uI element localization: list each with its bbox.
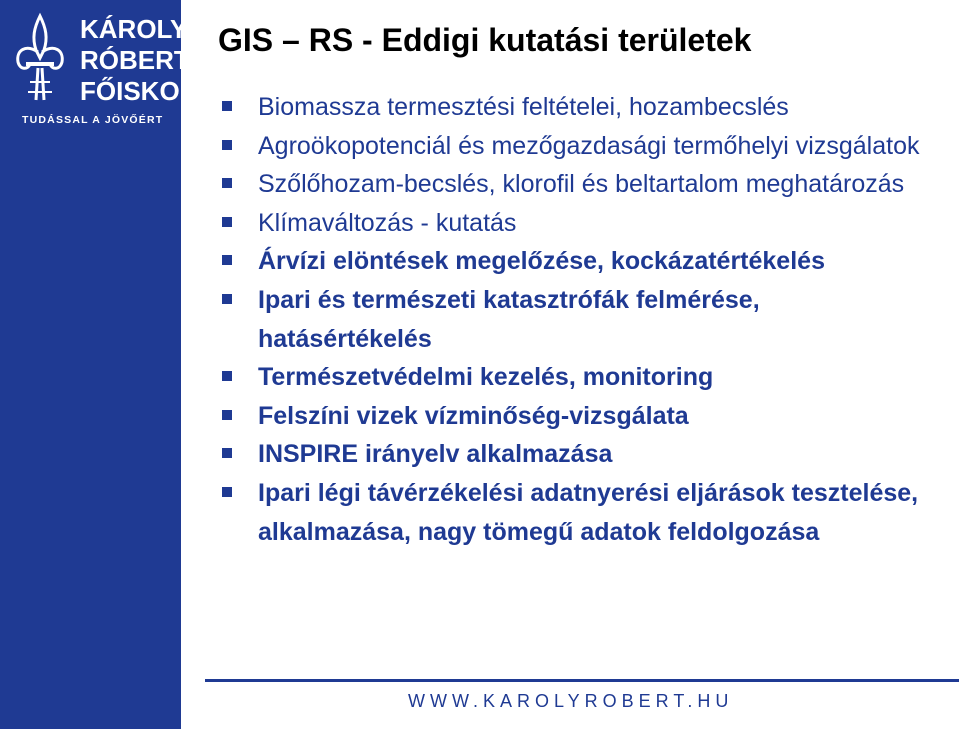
bullet-text: Árvízi elöntések megelőzése, kockázatértékelés [258,247,825,276]
logo-slogan: TUDÁSSAL A JÖVŐÉRT [22,114,164,126]
bullet-item [220,435,940,474]
bullet-item [220,281,940,358]
fleur-de-lis-icon [12,12,68,108]
bullet-text: Ipari légi távérzékelési adatnyerési eljárások tesztelése, alkalmazása, nagy tömegű adatok feldolgozása [258,478,919,546]
square-bullet-icon [222,487,232,497]
square-bullet-icon [222,410,232,420]
bullet-item [220,165,940,204]
bullet-text: Ipari és természeti katasztrófák felmérése, hatásértékelés [258,285,760,353]
bullet-text: Felszíni vizek vízminőség-vizsgálata [258,401,689,430]
bullet-list [220,88,940,551]
bullet-item [220,397,940,436]
logo-text-line-2: RÓBERT [80,45,190,75]
bullet-item [220,242,940,281]
bullet-item [220,204,940,243]
square-bullet-icon [222,217,232,227]
footer-website-url: WWW.KAROLYROBERT.HU [408,691,734,711]
sidebar [0,0,215,729]
square-bullet-icon [222,101,232,111]
bullet-text: INSPIRE irányelv alkalmazása [258,440,613,469]
square-bullet-icon [222,255,232,265]
bullet-text: Természetvédelmi kezelés, monitoring [258,363,714,392]
bullet-item [220,127,940,166]
bullet-text: Biomassza termesztési feltételei, hozambecslés [258,93,789,121]
square-bullet-icon [222,448,232,458]
bullet-text: Szőlőhozam-becslés, klorofil és beltartalom meghatározás [258,170,905,199]
logo-text-line-3: FŐISKOLA [80,76,215,106]
logo-text-line-1: KÁROLY [80,14,188,44]
bullet-item [220,88,940,127]
bullet-text: Klímaváltozás - kutatás [258,208,517,237]
bullet-item [220,358,940,397]
square-bullet-icon [222,178,232,188]
college-logo [0,0,215,140]
slide-title: GIS – RS - Eddigi kutatási területek [218,22,752,58]
square-bullet-icon [222,371,232,381]
square-bullet-icon [222,140,232,150]
square-bullet-icon [222,294,232,304]
bullet-item [220,474,940,551]
bullet-text: Agroökopotenciál és mezőgazdasági termőhelyi vizsgálatok [258,131,920,160]
footer-divider [205,679,959,682]
